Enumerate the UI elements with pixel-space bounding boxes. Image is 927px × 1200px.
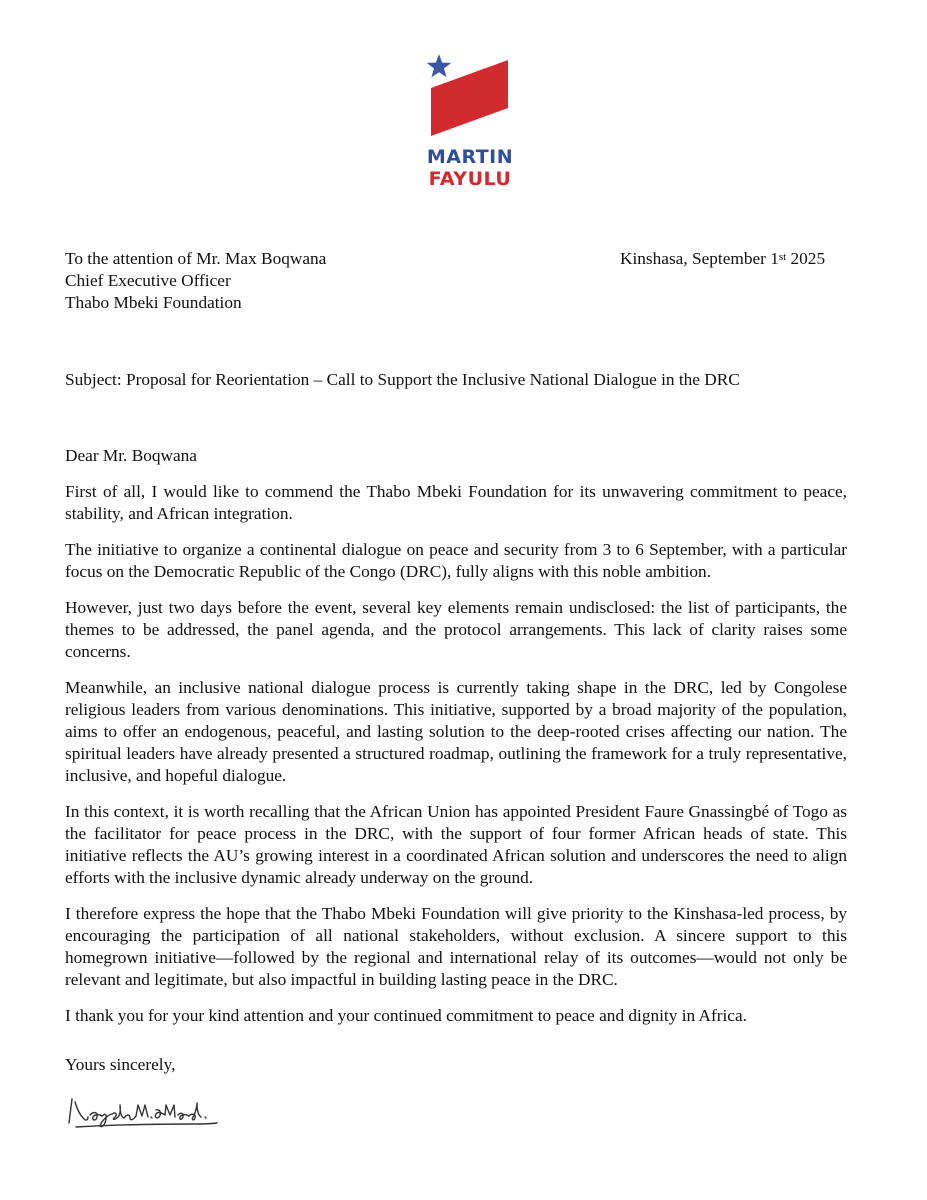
closing-line: Yours sincerely, <box>65 1055 176 1074</box>
handwritten-signature <box>62 1093 232 1138</box>
martin-fayulu-logo <box>420 50 520 190</box>
paragraph-1: First of all, I would like to commend the Thabo Mbeki Foundation for its unwavering commitment to peace, stability, and African integration. <box>65 482 847 523</box>
recipient-title: Chief Executive Officer <box>65 271 231 290</box>
logo-name-line1: MARTIN <box>426 146 514 168</box>
letter-body <box>65 481 847 1041</box>
logo-name-line2: FAYULU <box>428 168 512 190</box>
date-year: 2025 <box>786 249 826 268</box>
date-ordinal-suffix: st <box>778 251 787 263</box>
paragraph-3: However, just two days before the event, several key elements remain undisclosed: the list of participants, the themes to be addressed, the panel agenda, and the protocol arrangements. This lack of clarity raises some concerns. <box>65 598 847 661</box>
paragraph-7: I thank you for your kind attention and your continued commitment to peace and dignity in Africa. <box>65 1006 747 1025</box>
recipient-name: To the attention of Mr. Max Boqwana <box>65 249 327 268</box>
subject-line: Subject: Proposal for Reorientation – Call to Support the Inclusive National Dialogue in the DRC <box>65 370 740 389</box>
paragraph-2: The initiative to organize a continental dialogue on peace and security from 3 to 6 September, with a particular focus on the Democratic Republic of the Congo (DRC), fully aligns with this noble ambition. <box>65 540 847 581</box>
letter-date <box>620 248 825 270</box>
paragraph-6: I therefore express the hope that the Thabo Mbeki Foundation will give priority to the Kinshasa-led process, by encouraging the participation of all national stakeholders, without exclusion. A sincere support to this homegrown initiative—followed by the regional and international relay of its outcomes—would not only be relevant and legitimate, but also impactful in building lasting peace in the DRC. <box>65 904 847 989</box>
salutation: Dear Mr. Boqwana <box>65 446 197 465</box>
paragraph-5: In this context, it is worth recalling that the African Union has appointed President Faure Gnassingbé of Togo as the facilitator for peace process in the DRC, with the support of four former African heads of state. This initiative reflects the AU’s growing interest in a coordinated African solution and underscores the need to align efforts with the inclusive dynamic already underway on the ground. <box>65 802 847 887</box>
flag-logo-icon <box>420 50 520 146</box>
star-icon <box>427 54 451 77</box>
recipient-block <box>65 248 585 314</box>
signature-icon <box>62 1093 232 1133</box>
date-prefix: Kinshasa, September 1 <box>620 249 779 268</box>
paragraph-4: Meanwhile, an inclusive national dialogue process is currently taking shape in the DRC, led by Congolese religious leaders from various denominations. This initiative, supported by a broad majority of the population, aims to offer an endogenous, peaceful, and lasting solution to the deep-rooted crises affecting our nation. The spiritual leaders have already presented a structured roadmap, outlining the framework for a truly representative, inclusive, and hopeful dialogue. <box>65 678 847 785</box>
recipient-organization: Thabo Mbeki Foundation <box>65 293 242 312</box>
